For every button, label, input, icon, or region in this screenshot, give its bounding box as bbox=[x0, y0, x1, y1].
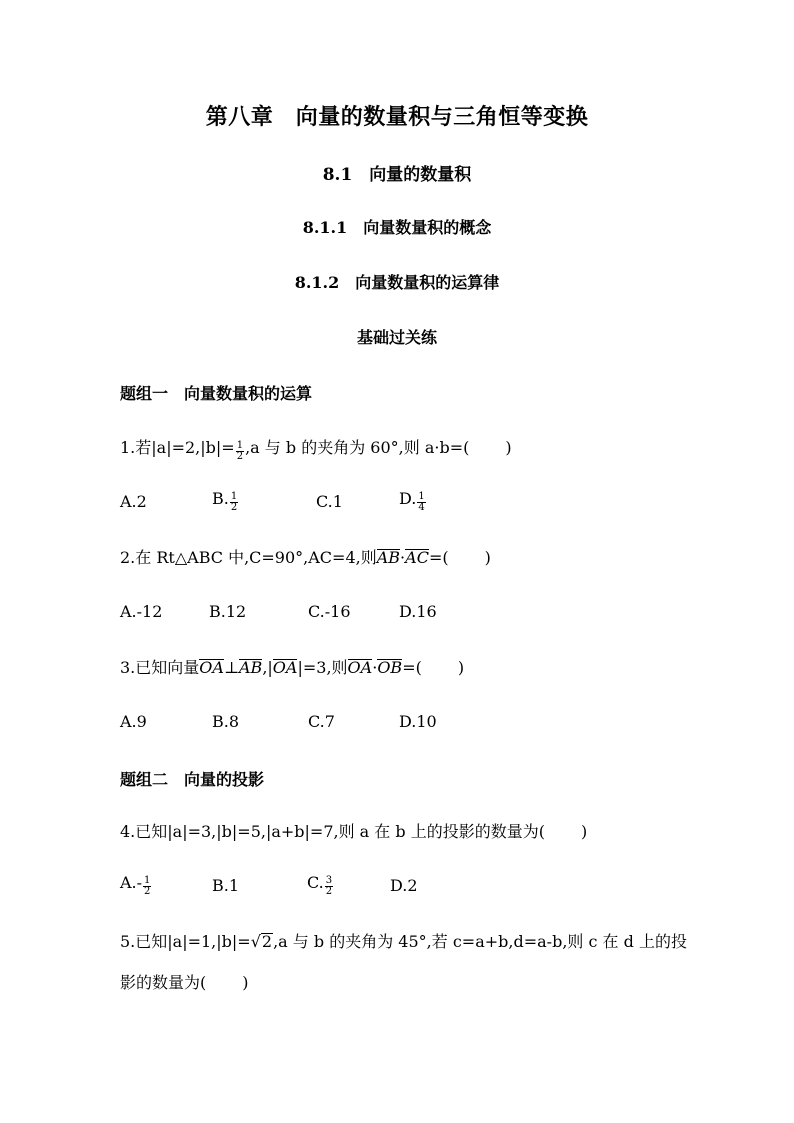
q5-close-paren: ) bbox=[242, 973, 249, 992]
q1-close-paren: ) bbox=[505, 438, 512, 457]
q2-close-paren: ) bbox=[484, 548, 491, 567]
q1-fraction bbox=[236, 441, 244, 462]
sqrt-icon: √ bbox=[250, 932, 261, 951]
q5-line2-text: 影的数量为( bbox=[120, 973, 207, 992]
q3-vector-oa-2: OA bbox=[347, 658, 373, 677]
q5-sqrt-value: 2 bbox=[261, 932, 273, 951]
q4-option-c-den: 2 bbox=[325, 885, 333, 897]
q3-perp: ⊥ bbox=[223, 658, 239, 677]
chapter-title: 第八章 向量的数量积与三角恒等变换 bbox=[205, 104, 589, 130]
q5-text-post: ,a 与 b 的夹角为 45°,若 c=a+b,d=a-b,则 c 在 d 上的投 bbox=[273, 932, 687, 951]
q4-option-c-label: C. bbox=[307, 873, 324, 892]
subsection-title-2: 8.1.2 向量数量积的运算律 bbox=[294, 273, 500, 292]
q1-option-b-den: 2 bbox=[230, 501, 238, 513]
section-title: 8.1 向量的数量积 bbox=[322, 165, 472, 185]
q4-option-a-fraction bbox=[143, 876, 151, 897]
q4-option-a-den: 2 bbox=[144, 885, 151, 897]
q4-option-a-label: A.- bbox=[120, 873, 143, 892]
q4-option-a-num: 1 bbox=[144, 874, 151, 886]
q4-option-c[interactable] bbox=[307, 873, 334, 897]
q4-option-c-fraction bbox=[325, 876, 333, 897]
q1-frac-den: 2 bbox=[236, 450, 244, 462]
q2-text-post: =( bbox=[428, 548, 449, 567]
q1-option-b-label: B. bbox=[212, 489, 229, 508]
q2-vector-ac: AC bbox=[405, 548, 429, 567]
q1-option-d-fraction bbox=[417, 492, 425, 513]
q3-dot: · bbox=[372, 658, 378, 677]
q2-option-a[interactable]: A.-12 bbox=[120, 602, 163, 621]
group-heading-2: 题组二 向量的投影 bbox=[120, 770, 265, 789]
q4-option-d[interactable]: D.2 bbox=[390, 876, 418, 895]
q3-text-mid1: ,| bbox=[262, 658, 273, 677]
q2-text-pre: 2.在 Rt△ABC 中,C=90°,AC=4,则 bbox=[120, 548, 377, 567]
q3-option-b[interactable]: B.8 bbox=[212, 712, 240, 731]
q1-option-d-den: 4 bbox=[418, 501, 425, 513]
q4-text: 4.已知|a|=3,|b|=5,|a+b|=7,则 a 在 b 上的投影的数量为( bbox=[120, 822, 545, 841]
q3-option-a[interactable]: A.9 bbox=[120, 712, 147, 731]
q1-option-a[interactable]: A.2 bbox=[120, 492, 147, 511]
q3-vector-oa: OA bbox=[199, 658, 224, 677]
question-5 bbox=[120, 932, 687, 952]
q1-option-b-num: 1 bbox=[230, 490, 238, 502]
q1-option-d-label: D. bbox=[399, 489, 417, 508]
q3-vector-ab: AB bbox=[239, 658, 263, 677]
q4-close-paren: ) bbox=[580, 822, 588, 841]
q1-option-b-fraction bbox=[230, 492, 238, 513]
q1-frac-num: 1 bbox=[236, 439, 244, 451]
q1-text-pre: 1.若|a|=2,|b|= bbox=[120, 438, 235, 457]
group-heading-1: 题组一 向量数量积的运算 bbox=[120, 384, 313, 403]
q1-option-b[interactable] bbox=[212, 489, 239, 513]
q2-option-c[interactable]: C.-16 bbox=[308, 602, 351, 621]
q3-close-paren: ) bbox=[457, 658, 465, 677]
q1-option-d[interactable] bbox=[399, 489, 427, 513]
q3-text-post: =( bbox=[402, 658, 422, 677]
q1-option-d-num: 1 bbox=[418, 490, 425, 502]
q3-option-c[interactable]: C.7 bbox=[308, 712, 335, 731]
q2-option-d[interactable]: D.16 bbox=[399, 602, 437, 621]
q4-option-b[interactable]: B.1 bbox=[212, 876, 240, 895]
q2-vector-ab: AB bbox=[376, 548, 401, 567]
q3-text-pre: 3.已知向量 bbox=[120, 658, 200, 677]
q4-option-c-num: 3 bbox=[325, 874, 333, 886]
question-2 bbox=[120, 548, 491, 568]
q3-vector-ob: OB bbox=[377, 658, 403, 677]
q2-dot: · bbox=[400, 548, 406, 567]
question-3 bbox=[120, 658, 464, 678]
q3-option-d[interactable]: D.10 bbox=[399, 712, 437, 731]
q4-option-a[interactable] bbox=[120, 873, 152, 897]
question-1 bbox=[120, 438, 512, 462]
q3-text-mid2: |=3,则 bbox=[297, 658, 348, 677]
question-5-line-2 bbox=[120, 973, 249, 993]
subsection-title-1: 8.1.1 向量数量积的概念 bbox=[302, 218, 492, 237]
q1-text-post: ,a 与 b 的夹角为 60°,则 a·b=( bbox=[245, 438, 470, 457]
q2-option-b[interactable]: B.12 bbox=[209, 602, 247, 621]
practice-title: 基础过关练 bbox=[356, 328, 437, 347]
q3-vector-oa-abs: OA bbox=[272, 658, 298, 677]
q5-text-pre: 5.已知|a|=1,|b|= bbox=[120, 932, 251, 951]
question-4 bbox=[120, 822, 587, 842]
q1-option-c[interactable]: C.1 bbox=[316, 492, 343, 511]
